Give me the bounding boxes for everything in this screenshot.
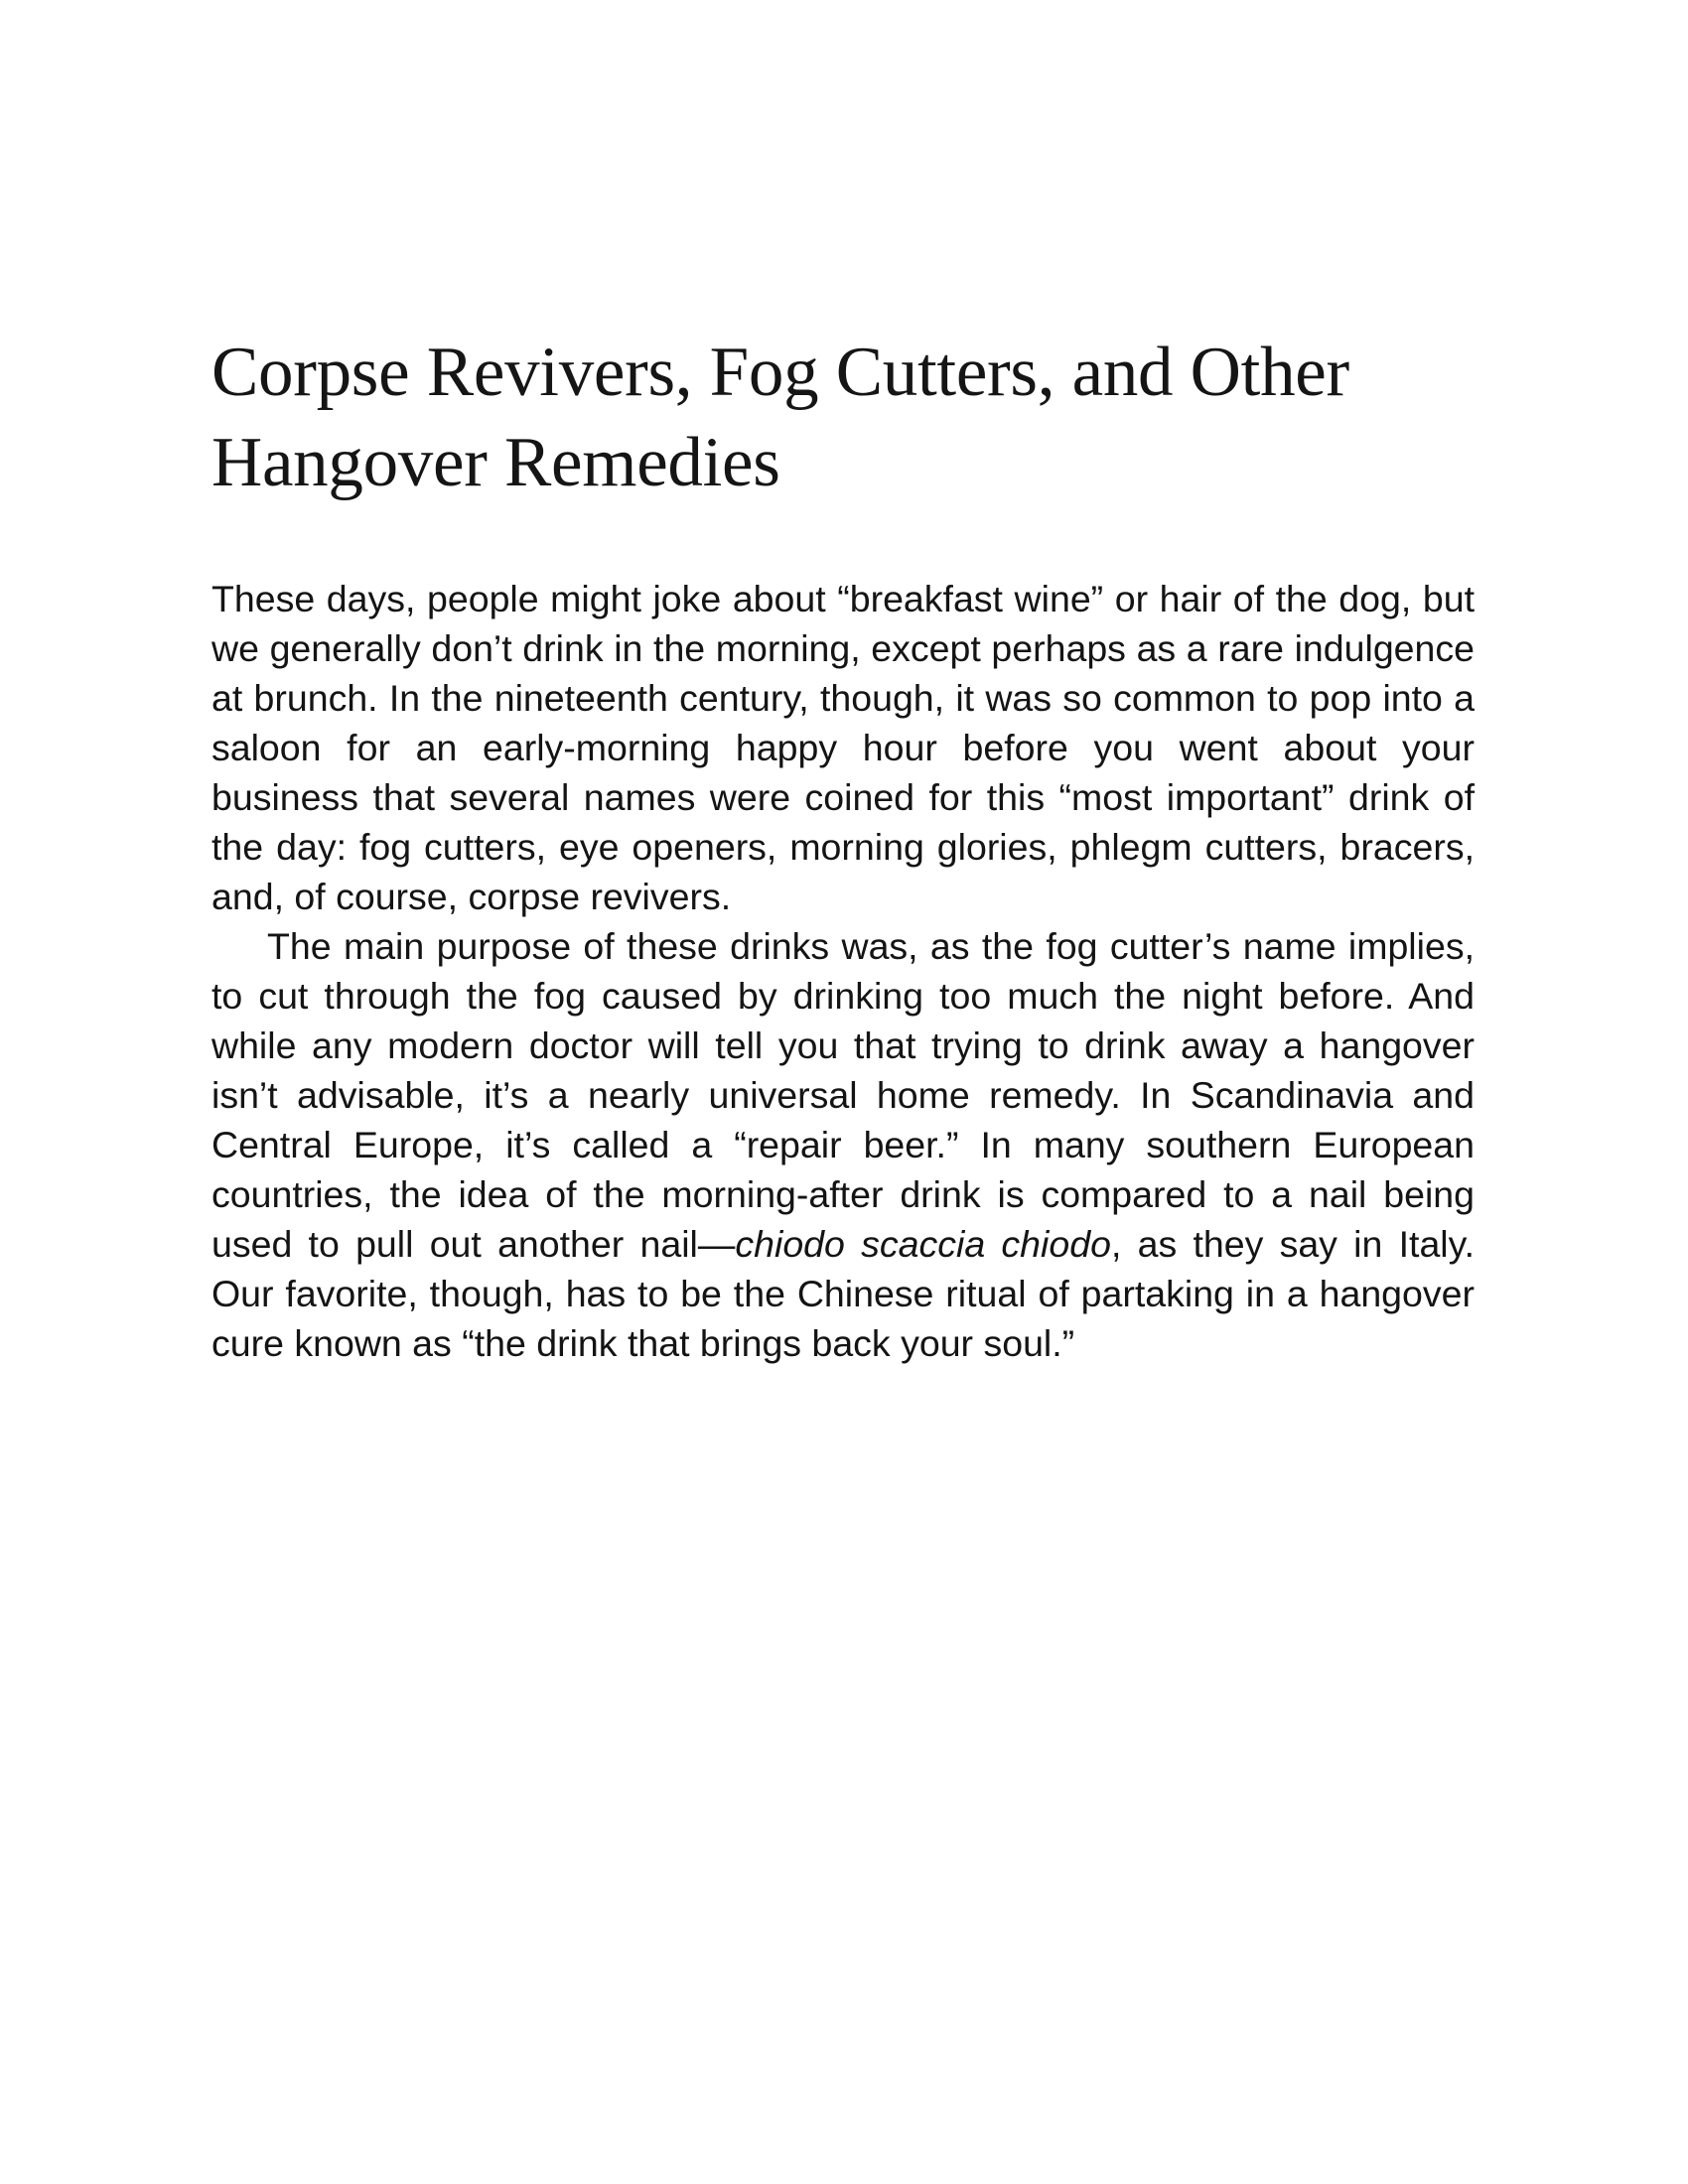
article xyxy=(211,328,1475,1368)
paragraph-1: These days, people might joke about “breakfast wine” or hair of the dog, but we generally don’t drink in the morning, except perhaps as a rare indulgence at brunch. In the nineteenth century, though, it was so common to pop into a saloon for an early-morning happy hour before you went about your business that several names were coined for this “most important” drink of the day: fog cutters, eye openers, morning glories, phlegm cutters, bracers, and, of course, corpse revivers. xyxy=(211,578,1475,917)
paragraph-2 xyxy=(211,921,1475,1368)
article-title xyxy=(211,328,1475,508)
title-line-1: Corpse Revivers, Fog Cutters, and Other xyxy=(211,334,1349,411)
article-body xyxy=(211,574,1475,1368)
paragraph-2-italic-phrase: chiodo scaccia chiodo xyxy=(735,1223,1111,1265)
title-line-2: Hangover Remedies xyxy=(211,424,780,501)
paragraph-2-part-1: The main purpose of these drinks was, as the fog cutter’s name implies, to cut through the fog caused by drinking too much the night before. And while any modern doctor will tell you that trying to drink away a hangover isn’t advisable, it’s a nearly universal home remedy. In Scandinavia and Central Europe, it’s called a “repair beer.” In many southern European countries, the idea of the morning-after drink is compared to a nail being used to pull out another nail— xyxy=(211,925,1475,1265)
paragraph-2-part-2: , as they say in Italy. Our favorite, though, has to be the Chinese ritual of partaking in a hangover cure known as “the drink that brings back your soul.” xyxy=(211,1223,1476,1364)
